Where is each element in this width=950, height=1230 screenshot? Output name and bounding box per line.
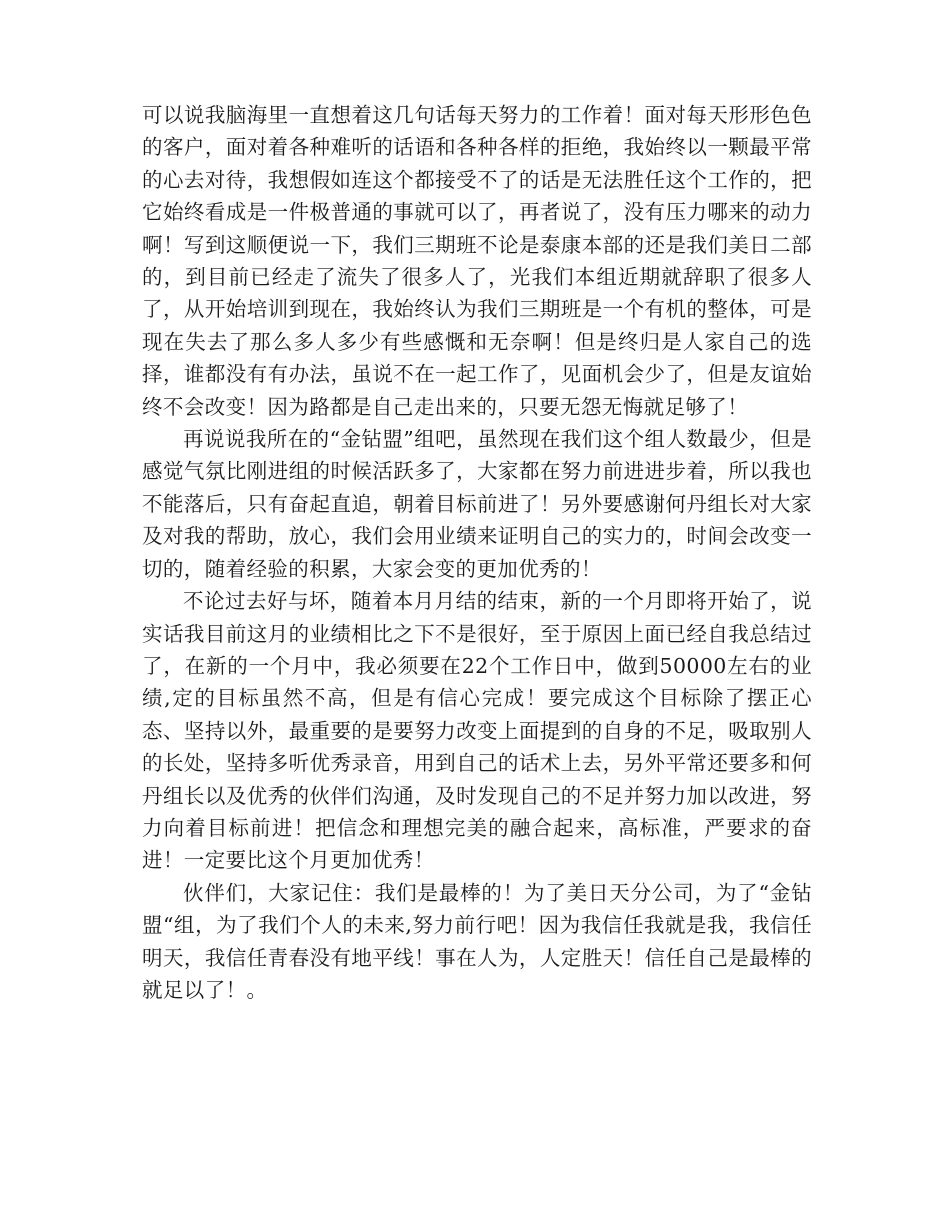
document-body [142,99,812,1006]
paragraph-3: 不论过去好与坏，随着本月月结的结束，新的一个月即将开始了，说实话我目前这月的业绩相比之下不是很好，至于原因上面已经自我总结过了，在新的一个月中，我必须要在22个工作日中，做到50000左右的业绩,定的目标虽然不高，但是有信心完成！要完成这个目标除了摆正心态、坚持以外，最重要的是要努力改变上面提到的自身的不足，吸取别人的长处，坚持多听优秀录音，用到自己的话术上去，另外平常还要多和何丹组长以及优秀的伙伴们沟通，及时发现自己的不足并努力加以改进，努力向着目标前进！把信念和理想完美的融合起来，高标准，严要求的奋进！一定要比这个月更加优秀！ [142,589,812,873]
paragraph-2: 再说说我所在的“金钻盟”组吧，虽然现在我们这个组人数最少，但是感觉气氛比刚进组的时候活跃多了，大家都在努力前进进步着，所以我也不能落后，只有奋起直追，朝着目标前进了！另外要感谢何丹组长对大家及对我的帮助，放心，我们会用业绩来证明自己的实力的，时间会改变一切的，随着经验的积累，大家会变的更加优秀的！ [142,427,812,581]
paragraph-1: 可以说我脑海里一直想着这几句话每天努力的工作着！面对每天形形色色的客户，面对着各种难听的话语和各种各样的拒绝，我始终以一颗最平常的心去对待，我想假如连这个都接受不了的话是无法胜任这个工作的，把它始终看成是一件极普通的事就可以了，再者说了，没有压力哪来的动力啊！写到这顺便说一下，我们三期班不论是泰康本部的还是我们美日二部的，到目前已经走了流失了很多人了，光我们本组近期就辞职了很多人了，从开始培训到现在，我始终认为我们三期班是一个有机的整体，可是现在失去了那么多人多少有些感慨和无奈啊！但是终归是人家自己的选择，谁都没有有办法，虽说不在一起工作了，见面机会少了，但是友谊始终不会改变！因为路都是自己走出来的，只要无怨无悔就足够了！ [142,103,812,419]
paragraph-4: 伙伴们，大家记住：我们是最棒的！为了美日天分公司，为了“金钻盟“组，为了我们个人的未来,努力前行吧！因为我信任我就是我，我信任明天，我信任青春没有地平线！事在人为，人定胜天！信任自己是最棒的就足以了！。 [142,880,812,1002]
